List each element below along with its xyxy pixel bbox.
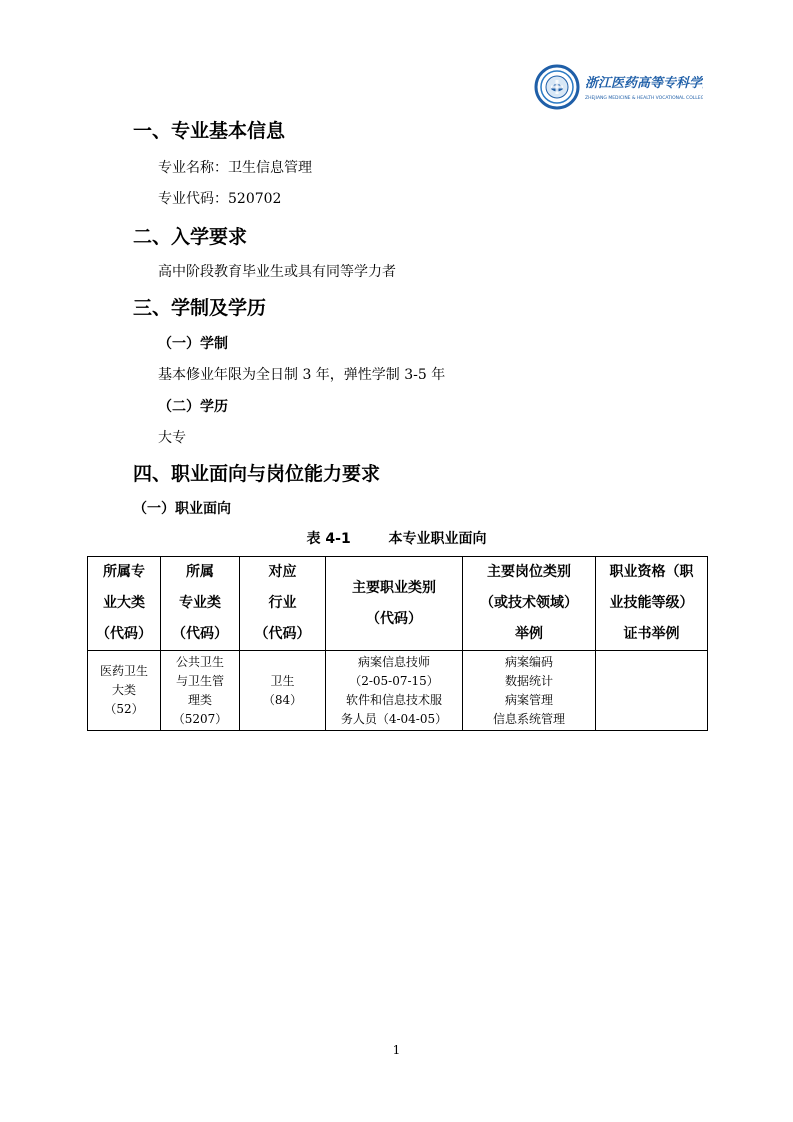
subheading-degree: （二）学历 [158,399,228,415]
subheading-duration: （一）学制 [158,336,228,352]
table-caption [0,529,793,549]
cell-major-class: 公共卫生 与卫生管 理类 （5207） [161,651,240,731]
header-industry: 对应 行业 （代码） [240,557,326,651]
career-orientation-table [87,556,708,731]
duration-text: 基本修业年限为全日制 3 年，弹性学制 3-5 年 [158,367,446,383]
table-header-row [88,557,708,651]
school-name-text: 浙江医药高等专科学院 [585,76,703,91]
subheading-career-orientation: （一）职业面向 [133,501,231,517]
cell-certificates [596,651,708,731]
school-logo [533,63,703,111]
school-name-en-text: ZHEJIANG MEDICINE & HEALTH VOCATIONAL COLLEGE [585,96,703,101]
major-code-line: 专业代码：520702 [158,191,282,207]
degree-text: 大专 [158,430,186,446]
table-row [88,651,708,731]
header-occupation-category: 主要职业类别 （代码） [326,557,463,651]
header-major-category: 所属专 业大类 （代码） [88,557,161,651]
cell-major-category: 医药卫生 大类 （52） [88,651,161,731]
school-emblem-icon [533,63,703,111]
cell-industry: 卫生 （84） [240,651,326,731]
cell-position-category: 病案编码 数据统计 病案管理 信息系统管理 [463,651,596,731]
section-heading-duration: 三、学制及学历 [133,297,267,319]
section-heading-basic-info: 一、专业基本信息 [133,120,286,142]
page-number: 1 [392,1043,401,1057]
header-certificates: 职业资格（职 业技能等级） 证书举例 [596,557,708,651]
cell-occupation-category: 病案信息技师 （2-05-07-15） 软件和信息技术服 务人员（4-04-05） [326,651,463,731]
major-name-line: 专业名称：卫生信息管理 [158,160,312,176]
header-major-class: 所属 专业类 （代码） [161,557,240,651]
admission-requirement-text: 高中阶段教育毕业生或具有同等学力者 [158,264,396,280]
section-heading-admission: 二、入学要求 [133,226,248,248]
section-heading-career: 四、职业面向与岗位能力要求 [133,463,381,485]
table-caption-number: 表 4-1 [306,531,351,547]
table-caption-title: 本专业职业面向 [388,531,487,547]
header-position-category: 主要岗位类别 （或技术领域） 举例 [463,557,596,651]
